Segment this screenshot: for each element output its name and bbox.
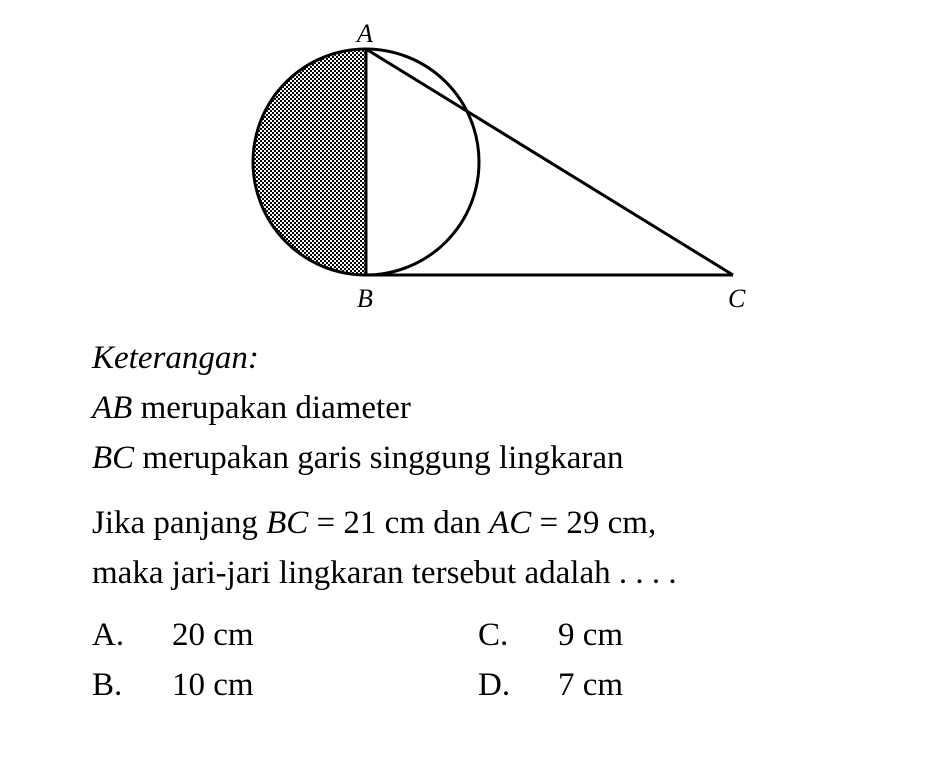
option-c-value: 9 cm [558, 617, 624, 653]
point-label-a: A [357, 19, 373, 48]
var-bc: BC [92, 440, 135, 476]
option-b-value: 10 cm [172, 667, 254, 703]
option-d-letter: D. [478, 667, 511, 703]
point-label-c: C [728, 284, 746, 313]
keterangan-heading: Keterangan: [92, 340, 259, 376]
question-text-1: Jika panjang [92, 505, 258, 541]
option-d-value: 7 cm [558, 667, 624, 703]
question-text-3: = 29 cm, [539, 505, 657, 541]
question-var-ac: AC [489, 505, 532, 541]
keterangan-line-1 [92, 388, 411, 428]
question-line-1 [92, 503, 656, 543]
shaded-half-circle [253, 49, 366, 275]
option-a-letter: A. [92, 617, 125, 653]
segment-ac [366, 49, 733, 275]
question-line-2: maka jari-jari lingkaran tersebut adalah . . . . [92, 555, 677, 591]
question-var-bc: BC [266, 505, 309, 541]
question-text-2: = 21 cm dan [316, 505, 481, 541]
var-ab: AB [92, 390, 133, 426]
point-label-b: B [357, 284, 373, 313]
option-d[interactable] [478, 665, 623, 705]
keterangan-line-2 [92, 438, 624, 478]
option-c-letter: C. [478, 617, 509, 653]
keterangan-line-2-text: merupakan garis singgung lingkaran [142, 440, 624, 476]
keterangan-line-1-text: merupakan diameter [140, 390, 411, 426]
option-a[interactable] [92, 615, 254, 655]
option-b-letter: B. [92, 667, 123, 703]
option-c[interactable] [478, 615, 623, 655]
option-b[interactable] [92, 665, 254, 705]
geometry-figure [0, 0, 930, 330]
option-a-value: 20 cm [172, 617, 254, 653]
